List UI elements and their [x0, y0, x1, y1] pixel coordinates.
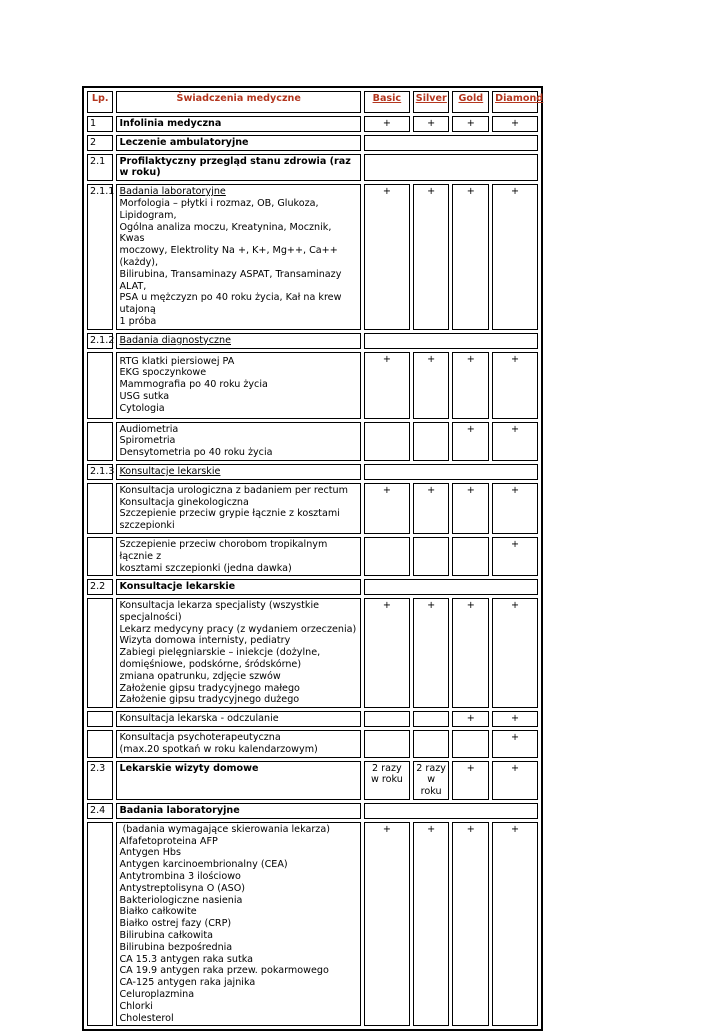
line: szczepionki	[119, 520, 175, 532]
mark-silver: +	[413, 822, 450, 1027]
mark-silver: +	[413, 184, 450, 330]
table-row	[87, 730, 538, 758]
mark-diamond: +	[492, 184, 538, 330]
line: Szczepienie przeciw grypie łącznie z kosztami	[119, 508, 340, 520]
row-name: Konsultacje lekarskie	[116, 579, 360, 595]
silver-frequency: 2 razy w roku	[413, 761, 450, 800]
header-silver: Silver	[413, 91, 450, 113]
line: Białko całkowite	[119, 906, 197, 918]
empty-cell	[87, 352, 113, 419]
mark-silver: +	[413, 598, 450, 708]
line: Konsultacja psychoterapeutyczna	[119, 732, 281, 744]
table-row	[87, 761, 538, 800]
mark-basic-empty	[364, 711, 410, 727]
line: EKG spoczynkowe	[119, 367, 207, 379]
row-description	[116, 352, 360, 419]
line: Zabiegi pielęgniarskie – iniekcje (dożylne,	[119, 647, 321, 659]
line: Cholesterol	[119, 1012, 174, 1024]
line: Celuroplazmina	[119, 989, 195, 1000]
empty-cell	[87, 483, 113, 534]
mark-gold-empty	[452, 730, 489, 758]
line: Alfafetoproteina AFP	[119, 835, 218, 847]
mark-diamond: +	[492, 537, 538, 576]
line: zmiana opatrunku, zdjęcie szwów	[119, 670, 281, 682]
line: Cytologia	[119, 402, 165, 414]
mark-basic-empty	[364, 730, 410, 758]
mark-gold: +	[452, 184, 489, 330]
header-lp: Lp.	[87, 91, 113, 113]
line: Spirometria	[119, 435, 176, 447]
table-row	[87, 464, 538, 480]
row-description	[116, 537, 360, 576]
empty-cell	[87, 422, 113, 461]
row-description	[116, 422, 360, 461]
empty-cell	[364, 154, 538, 182]
row-description	[116, 483, 360, 534]
mark-silver: +	[413, 116, 450, 132]
mark-silver: +	[413, 483, 450, 534]
line: Bilirubina bezpośrednia	[119, 941, 233, 953]
mark-gold: +	[452, 761, 489, 800]
line: (max.20 spotkań w roku kalendarzowym)	[119, 743, 318, 755]
mark-basic-empty	[364, 537, 410, 576]
line: Antygen Hbs	[119, 847, 181, 859]
row-name: Badania laboratoryjne	[116, 803, 360, 819]
table-row	[87, 803, 538, 819]
table-row	[87, 711, 538, 727]
empty-cell	[87, 822, 113, 1027]
empty-cell	[87, 711, 113, 727]
mark-diamond: +	[492, 483, 538, 534]
row-description	[116, 822, 360, 1027]
mark-diamond: +	[492, 711, 538, 727]
row-description	[116, 598, 360, 708]
line: CA 15.3 antygen raka sutka	[119, 953, 253, 965]
row-lp: 2.1.1	[87, 184, 113, 330]
mark-diamond: +	[492, 352, 538, 419]
line: moczowy, Elektrolity Na +, K+, Mg++, Ca++ (każdy),	[119, 245, 338, 268]
mark-diamond: +	[492, 730, 538, 758]
mark-diamond: +	[492, 422, 538, 461]
line: USG sutka	[119, 390, 170, 402]
mark-silver-empty	[413, 711, 450, 727]
mark-gold: +	[452, 483, 489, 534]
line: Konsultacja ginekologiczna	[119, 496, 249, 508]
line: Bilirubina, Transaminazy ASPAT, Transaminazy ALAT,	[119, 268, 342, 292]
line: Bakteriologiczne nasienia	[119, 894, 243, 906]
table-row	[87, 537, 538, 576]
line: Densytometria po 40 roku życia	[119, 447, 273, 459]
mark-basic: +	[364, 598, 410, 708]
mark-diamond: +	[492, 761, 538, 800]
line: Wizyta domowa internisty, pediatry	[119, 635, 291, 647]
mark-basic-empty	[364, 422, 410, 461]
mark-gold: +	[452, 352, 489, 419]
line: domięśniowe, podskórne, śródskórne)	[119, 659, 302, 671]
table-row	[87, 116, 538, 132]
line: Mammografia po 40 roku życia	[119, 379, 268, 391]
line: Założenie gipsu tradycyjnego małego	[119, 682, 300, 694]
mark-gold: +	[452, 711, 489, 727]
mark-silver-empty	[413, 730, 450, 758]
basic-frequency: 2 razy w roku	[364, 761, 410, 800]
mark-gold: +	[452, 422, 489, 461]
line: Antytrombina 3 ilościowo	[119, 871, 241, 883]
table-row	[87, 184, 538, 330]
line: 1 próba	[119, 315, 157, 327]
row-lp: 2.4	[87, 803, 113, 819]
line: CA 19.9 antygen raka przew. pokarmowego	[119, 965, 329, 977]
empty-cell	[364, 464, 538, 480]
empty-cell	[87, 730, 113, 758]
row-name: Leczenie ambulatoryjne	[116, 135, 360, 151]
line: Szczepienie przeciw chorobom tropikalnym łącznie z	[119, 538, 328, 562]
header-title: Świadczenia medyczne	[116, 91, 360, 113]
table-row	[87, 352, 538, 419]
line: Założenie gipsu tradycyjnego dużego	[119, 694, 300, 706]
mark-gold: +	[452, 822, 489, 1027]
mark-gold: +	[452, 598, 489, 708]
line: Bilirubina całkowita	[119, 930, 213, 942]
benefits-table	[82, 86, 543, 1031]
mark-silver-empty	[413, 422, 450, 461]
table-row	[87, 483, 538, 534]
line: Białko ostrej fazy (CRP)	[119, 918, 232, 930]
header-gold: Gold	[452, 91, 489, 113]
line: Antygen karcinoembrionalny (CEA)	[119, 859, 288, 871]
row-lp: 2.1.3	[87, 464, 113, 480]
empty-cell	[364, 803, 538, 819]
row-lp: 2	[87, 135, 113, 151]
section-title: Konsultacje lekarskie	[116, 464, 360, 480]
line: Chlorki	[119, 1000, 153, 1012]
row-lp: 2.3	[87, 761, 113, 800]
row-lp: 2.2	[87, 579, 113, 595]
table-row	[87, 135, 538, 151]
mark-basic: +	[364, 483, 410, 534]
mark-basic: +	[364, 822, 410, 1027]
table-row	[87, 422, 538, 461]
mark-gold-empty	[452, 537, 489, 576]
row-description	[116, 730, 360, 758]
mark-silver-empty	[413, 537, 450, 576]
empty-cell	[87, 537, 113, 576]
empty-cell	[364, 333, 538, 349]
mark-basic: +	[364, 116, 410, 132]
table-row	[87, 579, 538, 595]
line: Konsultacja lekarza specjalisty (wszystkie specjalności)	[119, 600, 320, 623]
table-row	[87, 333, 538, 349]
line: kosztami szczepionki (jedna dawka)	[119, 562, 292, 574]
empty-cell	[87, 598, 113, 708]
section-title: Badania diagnostyczne	[116, 333, 360, 349]
row-lp: 1	[87, 116, 113, 132]
line: Konsultacja urologiczna z badaniem per rectum	[119, 484, 348, 496]
line: Morfologia – płytki i rozmaz, OB, Glukoza, Lipidogram,	[119, 197, 319, 221]
mark-diamond: +	[492, 116, 538, 132]
mark-silver: +	[413, 352, 450, 419]
empty-cell	[364, 135, 538, 151]
mark-diamond: +	[492, 598, 538, 708]
table-row	[87, 822, 538, 1027]
mark-diamond: +	[492, 822, 538, 1027]
header-basic: Basic	[364, 91, 410, 113]
mark-basic: +	[364, 184, 410, 330]
table-row	[87, 154, 538, 182]
line: Lekarz medycyny pracy (z wydaniem orzeczenia)	[119, 623, 357, 635]
table-header-row	[87, 91, 538, 113]
row-name: Profilaktyczny przegląd stanu zdrowia (raz w roku)	[116, 154, 360, 182]
line: RTG klatki piersiowej PA	[119, 355, 235, 367]
section-title: Badania laboratoryjne	[119, 186, 226, 198]
line: CA-125 antygen raka jajnika	[119, 977, 256, 989]
line: Audiometria	[119, 423, 179, 435]
row-lp: 2.1.2	[87, 333, 113, 349]
table-row	[87, 598, 538, 708]
row-description	[116, 184, 360, 330]
header-diamond: Diamond	[492, 91, 538, 113]
row-name: Infolinia medyczna	[116, 116, 360, 132]
line: (badania wymagające skierowania lekarza)	[119, 823, 330, 835]
mark-gold: +	[452, 116, 489, 132]
row-name: Lekarskie wizyty domowe	[116, 761, 360, 800]
row-lp: 2.1	[87, 154, 113, 182]
line: Antystreptolisyna O (ASO)	[119, 882, 245, 894]
mark-basic: +	[364, 352, 410, 419]
empty-cell	[364, 579, 538, 595]
row-name: Konsultacja lekarska - odczulanie	[116, 711, 360, 727]
line: PSA u mężczyzn po 40 roku życia, Kał na krew utajoną	[119, 292, 342, 316]
line: Ogólna analiza moczu, Kreatynina, Mocznik, Kwas	[119, 221, 332, 245]
